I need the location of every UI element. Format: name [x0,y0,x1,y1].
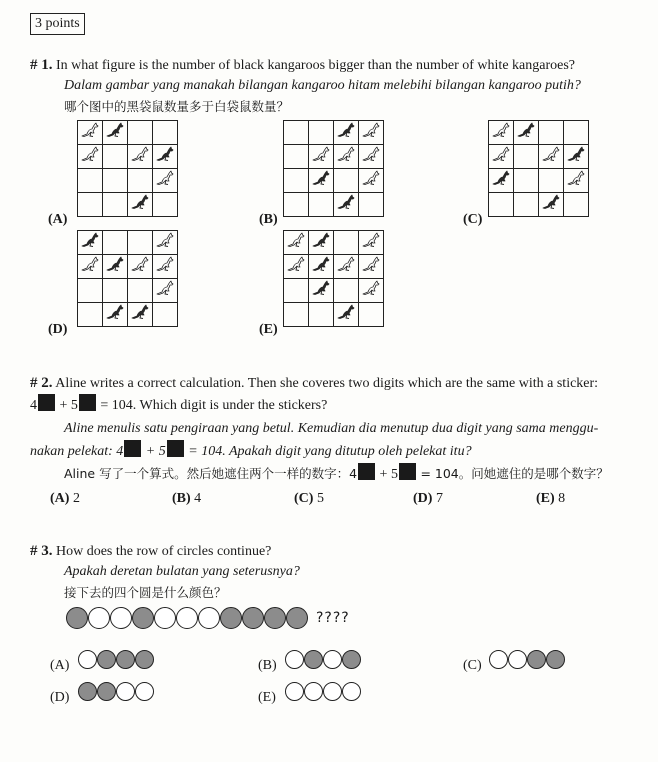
q3-label-a: (A) [50,658,70,673]
grid-cell [334,121,359,145]
sticker [124,440,141,457]
q3-label-c: (C) [463,658,482,673]
grey-circle [546,650,565,669]
q3-label-d: (D) [50,690,70,705]
white-kangaroo-icon [80,256,100,277]
white-kangaroo-icon [130,256,150,277]
grid-cell [103,193,128,217]
white-kangaroo-icon [361,280,381,301]
grid-cell [359,193,384,217]
grid-cell [153,121,178,145]
white-circle [176,607,198,629]
grid-cell [309,231,334,255]
q2-option-value: 7 [435,491,443,506]
grid-cell [78,255,103,279]
grid-cell [128,303,153,327]
grey-circle [264,607,286,629]
q1-grid-e [283,230,384,327]
grid-cell [359,121,384,145]
black-kangaroo-icon [541,194,561,215]
grid-cell [334,145,359,169]
q2-zh-part-a: Aline 写了一个算式。然后她遮住两个一样的数字：4 [64,466,358,481]
grid-cell [128,231,153,255]
grid-cell [334,193,359,217]
grid-cell [564,193,589,217]
q3-sequence-circles [66,609,308,626]
black-kangaroo-icon [311,256,331,277]
white-circle [285,682,304,701]
black-kangaroo-icon [80,232,100,253]
q2-en-plus5: + 5 [59,398,78,413]
grid-cell [128,145,153,169]
white-circle [304,682,323,701]
grid-cell [284,255,309,279]
q1-malay: Dalam gambar yang manakah bilangan kangaroo hitam melebihi bilangan kangaroo putih? [64,78,581,93]
q2-ms-part-b: + 5 [145,444,166,459]
grid-cell [564,145,589,169]
grid-cell [128,193,153,217]
q3-label-e: (E) [258,690,276,705]
grey-circle [342,650,361,669]
q3-english-text: How does the row of circles continue? [56,544,272,559]
black-kangaroo-icon [516,122,536,143]
grid-cell [309,145,334,169]
q2-option-value: 8 [558,491,566,506]
white-kangaroo-icon [491,146,511,167]
grid-cell [128,121,153,145]
q2-option-e[interactable] [536,491,565,507]
q2-en-rest: = 104. Which digit is under the stickers? [100,398,328,413]
grid-cell [78,303,103,327]
white-kangaroo-icon [361,122,381,143]
white-kangaroo-icon [80,122,100,143]
white-circle [342,682,361,701]
q2-option-b[interactable] [172,491,201,507]
q2-malay-line1: Aline menulis satu pengiraan yang betul. Kemudian dia menutup dua digit yang sama menggu- [64,421,599,436]
grey-circle [527,650,546,669]
q3-option-d[interactable] [78,682,154,701]
grid-cell [128,255,153,279]
black-kangaroo-icon [336,194,356,215]
grid-cell [514,121,539,145]
grid-cell [103,169,128,193]
black-kangaroo-icon [566,146,586,167]
q2-option-value: 4 [194,491,202,506]
white-circle [323,682,342,701]
q1-grid-c [488,120,589,217]
grid-cell [489,193,514,217]
grid-cell [334,279,359,303]
q2-option-label: (C) [294,491,314,506]
white-circle [323,650,342,669]
grid-cell [489,145,514,169]
grey-circle [97,650,116,669]
q1-label-c: (C) [463,212,483,227]
q1-label-b: (B) [259,212,278,227]
white-circle [135,682,154,701]
white-kangaroo-icon [130,146,150,167]
q2-zh-part-c: = 104。问她遮住的是哪个数字？ [420,466,609,481]
q2-option-label: (D) [413,491,433,506]
grid-cell [489,169,514,193]
black-kangaroo-icon [105,122,125,143]
white-kangaroo-icon [336,146,356,167]
grid-cell [128,279,153,303]
grid-cell [359,255,384,279]
grey-circle [78,682,97,701]
white-circle [154,607,176,629]
black-kangaroo-icon [105,304,125,325]
black-kangaroo-icon [130,304,150,325]
q2-option-a[interactable] [50,491,80,507]
white-kangaroo-icon [541,146,561,167]
grid-cell [564,121,589,145]
grid-cell [103,303,128,327]
q2-option-c[interactable] [294,491,324,507]
grid-cell [78,169,103,193]
q3-unknown: ???? [316,610,350,626]
grid-cell [539,193,564,217]
grid-cell [334,255,359,279]
grid-cell [78,193,103,217]
sticker [358,463,375,480]
grid-cell [359,231,384,255]
grid-cell [284,303,309,327]
grey-circle [66,607,88,629]
white-kangaroo-icon [361,170,381,191]
grey-circle [135,650,154,669]
white-kangaroo-icon [155,232,175,253]
q2-malay-line2 [30,440,472,462]
grid-cell [284,231,309,255]
grid-cell [539,169,564,193]
grid-cell [153,231,178,255]
grid-cell [309,255,334,279]
black-kangaroo-icon [155,146,175,167]
white-circle [116,682,135,701]
grey-circle [97,682,116,701]
grid-cell [153,193,178,217]
q2-ms-part-a: nakan pelekat: 4 [30,444,124,459]
q2-option-label: (A) [50,491,70,506]
sticker [399,463,416,480]
q2-chinese [64,463,609,485]
grid-cell [564,169,589,193]
white-circle [198,607,220,629]
grid-cell [153,169,178,193]
grid-cell [514,145,539,169]
q2-en-digit4: 4 [30,398,37,413]
grid-cell [78,121,103,145]
q3-sequence [66,607,350,629]
q2-ms-part-c: = 104. Apakah digit yang ditutup oleh pelekat itu? [188,444,472,459]
white-kangaroo-icon [566,170,586,191]
q3-option-c[interactable] [489,650,565,669]
q3-label-b: (B) [258,658,277,673]
q1-english [30,55,575,76]
grid-cell [539,145,564,169]
q3-option-a[interactable] [78,650,154,669]
q2-english-text: Aline writes a correct calculation. Then she coveres two digits which are the same with a sticker: [55,376,599,391]
grid-cell [309,193,334,217]
q3-english [30,541,271,562]
q2-option-label: (E) [536,491,555,506]
q3-chinese: 接下去的四个圆是什么颜色？ [64,585,227,600]
points-badge: 3 points [30,13,85,35]
q1-label-d: (D) [48,322,68,337]
grey-circle [304,650,323,669]
grid-cell [103,145,128,169]
grid-cell [284,193,309,217]
q1-label-e: (E) [259,322,278,337]
q2-option-value: 2 [72,491,80,506]
grid-cell [78,231,103,255]
white-kangaroo-icon [155,170,175,191]
grid-cell [153,303,178,327]
q1-grid-b [283,120,384,217]
black-kangaroo-icon [311,232,331,253]
grid-cell [284,121,309,145]
grid-cell [359,169,384,193]
white-circle [489,650,508,669]
white-kangaroo-icon [361,146,381,167]
q3-option-e[interactable] [285,682,361,701]
q2-option-d[interactable] [413,491,443,507]
white-circle [88,607,110,629]
grid-cell [153,255,178,279]
grid-cell [103,279,128,303]
black-kangaroo-icon [311,280,331,301]
grid-cell [359,279,384,303]
grid-cell [334,169,359,193]
grid-cell [153,279,178,303]
grid-cell [514,169,539,193]
q2-number: # 2. [30,375,53,391]
grid-cell [514,193,539,217]
grid-cell [103,121,128,145]
sticker [79,394,96,411]
q2-english-line2 [30,394,327,416]
white-circle [110,607,132,629]
grey-circle [242,607,264,629]
grid-cell [309,279,334,303]
grey-circle [220,607,242,629]
grid-cell [309,121,334,145]
white-kangaroo-icon [361,232,381,253]
white-kangaroo-icon [155,280,175,301]
q1-number: # 1. [30,57,53,73]
black-kangaroo-icon [105,256,125,277]
black-kangaroo-icon [130,194,150,215]
q2-english-line1 [30,373,598,394]
white-kangaroo-icon [361,256,381,277]
q1-grid-a [77,120,178,217]
black-kangaroo-icon [336,122,356,143]
black-kangaroo-icon [311,170,331,191]
black-kangaroo-icon [491,170,511,191]
grey-circle [132,607,154,629]
q3-malay: Apakah deretan bulatan yang seterusnya? [64,564,300,579]
black-kangaroo-icon [336,304,356,325]
grid-cell [334,231,359,255]
white-kangaroo-icon [491,122,511,143]
q1-label-a: (A) [48,212,68,227]
grid-cell [359,145,384,169]
grid-cell [334,303,359,327]
grid-cell [539,121,564,145]
white-kangaroo-icon [286,232,306,253]
sticker [167,440,184,457]
grid-cell [489,121,514,145]
white-kangaroo-icon [311,146,331,167]
grid-cell [284,279,309,303]
white-circle [285,650,304,669]
white-circle [508,650,527,669]
white-kangaroo-icon [286,256,306,277]
q2-zh-part-b: + 5 [379,467,398,482]
grid-cell [284,145,309,169]
grid-cell [309,303,334,327]
grid-cell [78,145,103,169]
q3-option-b[interactable] [285,650,361,669]
q1-chinese: 哪个图中的黑袋鼠数量多于白袋鼠数量？ [64,99,290,114]
q2-option-label: (B) [172,491,191,506]
grid-cell [153,145,178,169]
q1-english-text: In what figure is the number of black kangaroos bigger than the number of white kangaroes? [56,58,575,73]
grid-cell [103,231,128,255]
grey-circle [116,650,135,669]
white-kangaroo-icon [336,256,356,277]
sticker [38,394,55,411]
white-kangaroo-icon [155,256,175,277]
grid-cell [359,303,384,327]
grid-cell [128,169,153,193]
q2-option-value: 5 [316,491,324,506]
white-kangaroo-icon [80,146,100,167]
white-circle [78,650,97,669]
q3-number: # 3. [30,543,53,559]
grid-cell [284,169,309,193]
grid-cell [103,255,128,279]
q1-grid-d [77,230,178,327]
grid-cell [309,169,334,193]
grid-cell [78,279,103,303]
grey-circle [286,607,308,629]
